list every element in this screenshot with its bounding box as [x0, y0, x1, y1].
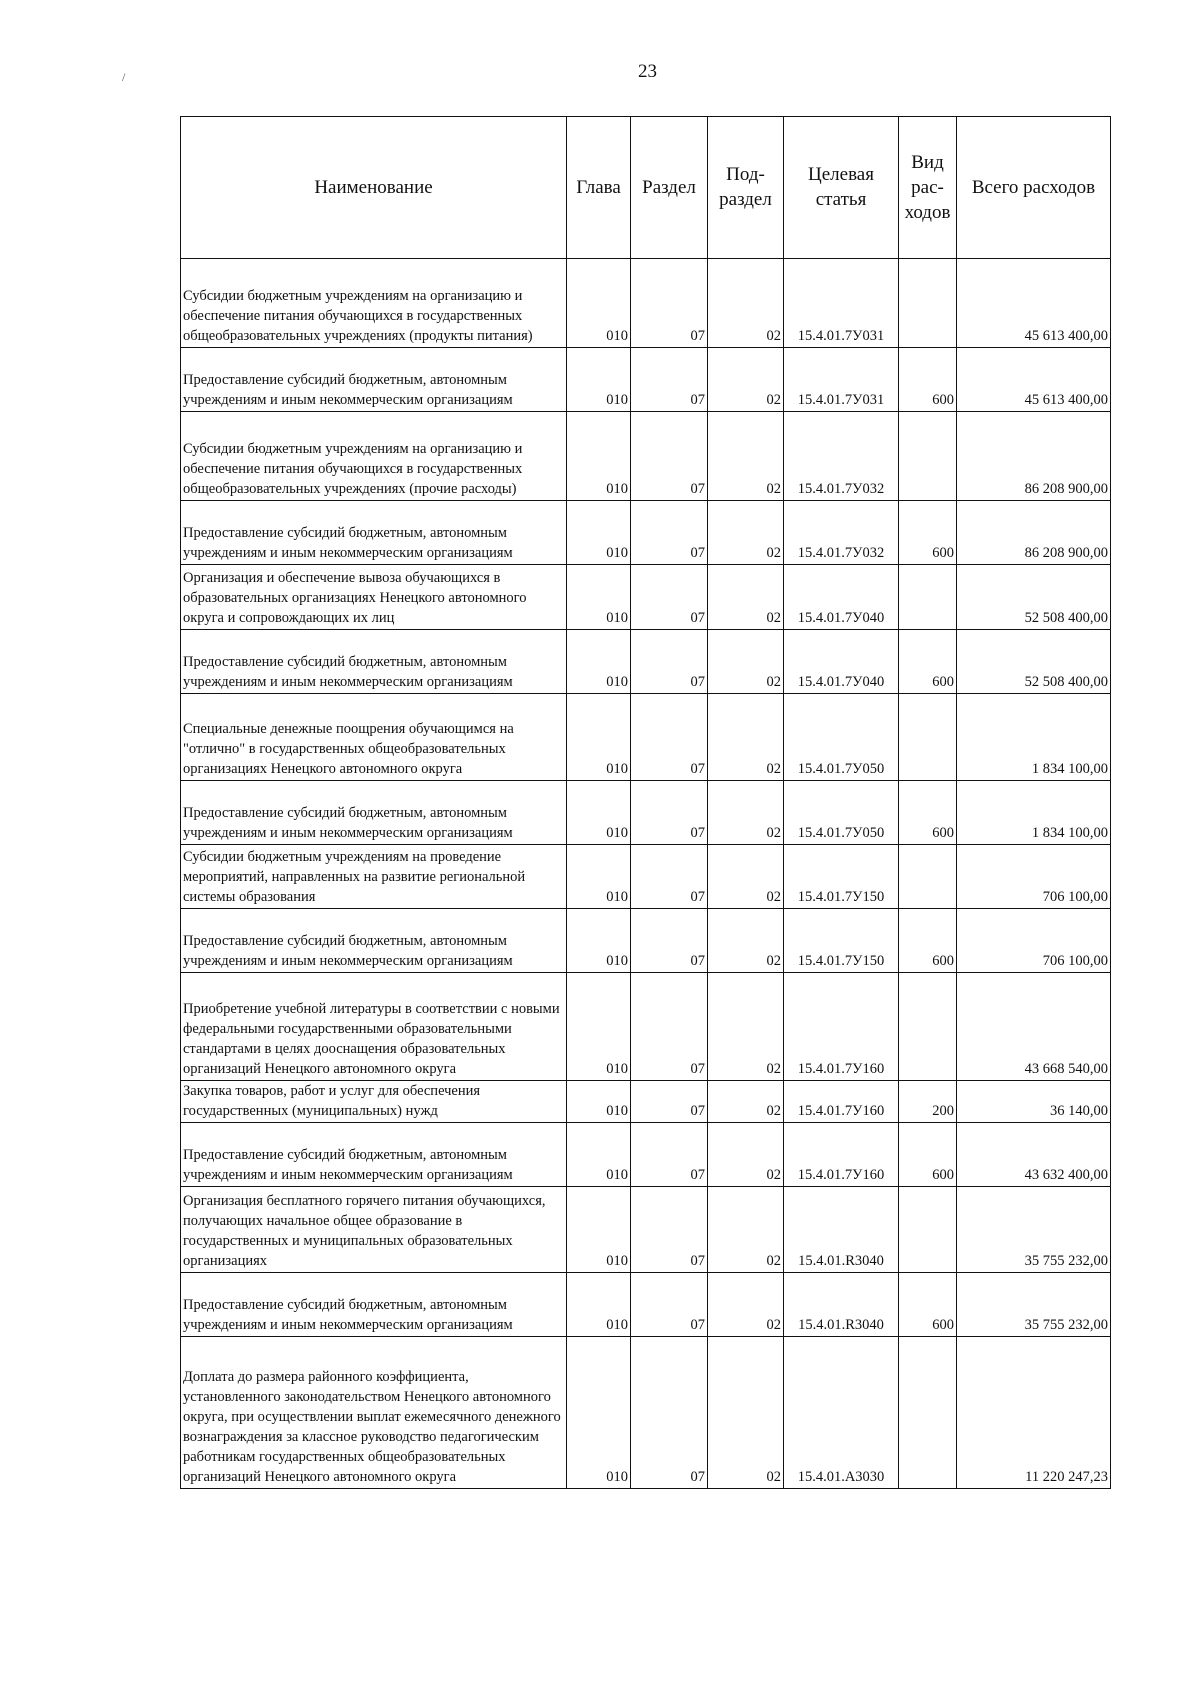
cell-section: 07 [631, 909, 708, 973]
cell-name: Субсидии бюджетным учреждениям на организацию и обеспечение питания обучающихся в государственных общеобразовательных учреждениях (прочие расходы) [181, 412, 567, 501]
cell-type [899, 973, 957, 1081]
cell-total: 11 220 247,23 [957, 1337, 1111, 1489]
cell-name: Предоставление субсидий бюджетным, автономным учреждениям и иным некоммерческим организациям [181, 630, 567, 694]
cell-total: 45 613 400,00 [957, 259, 1111, 348]
column-header-target: Целевая статья [784, 117, 899, 259]
cell-section: 07 [631, 973, 708, 1081]
cell-target: 15.4.01.7У160 [784, 1081, 899, 1123]
cell-target: 15.4.01.7У031 [784, 259, 899, 348]
cell-type [899, 1187, 957, 1273]
cell-total: 52 508 400,00 [957, 630, 1111, 694]
cell-section: 07 [631, 348, 708, 412]
cell-target: 15.4.01.R3040 [784, 1273, 899, 1337]
cell-section: 07 [631, 259, 708, 348]
column-header-subsection: Под- раздел [708, 117, 784, 259]
cell-subsection: 02 [708, 412, 784, 501]
table-row [181, 973, 1111, 1081]
cell-subsection: 02 [708, 1273, 784, 1337]
cell-type [899, 845, 957, 909]
cell-name: Предоставление субсидий бюджетным, автономным учреждениям и иным некоммерческим организациям [181, 781, 567, 845]
cell-type [899, 565, 957, 630]
cell-chapter: 010 [567, 1187, 631, 1273]
cell-section: 07 [631, 1123, 708, 1187]
cell-subsection: 02 [708, 630, 784, 694]
cell-subsection: 02 [708, 501, 784, 565]
column-header-total: Всего расходов [957, 117, 1111, 259]
cell-type: 600 [899, 630, 957, 694]
cell-name: Предоставление субсидий бюджетным, автономным учреждениям и иным некоммерческим организациям [181, 1273, 567, 1337]
table-row [181, 845, 1111, 909]
cell-type: 600 [899, 781, 957, 845]
cell-chapter: 010 [567, 909, 631, 973]
cell-target: 15.4.01.7У050 [784, 781, 899, 845]
cell-total: 52 508 400,00 [957, 565, 1111, 630]
cell-type: 600 [899, 1123, 957, 1187]
table-row [181, 630, 1111, 694]
cell-type [899, 694, 957, 781]
cell-type: 600 [899, 909, 957, 973]
cell-section: 07 [631, 1337, 708, 1489]
cell-target: 15.4.01.7У032 [784, 501, 899, 565]
cell-target: 15.4.01.7У160 [784, 973, 899, 1081]
cell-name: Предоставление субсидий бюджетным, автономным учреждениям и иным некоммерческим организациям [181, 909, 567, 973]
table-row [181, 501, 1111, 565]
cell-section: 07 [631, 501, 708, 565]
cell-total: 43 668 540,00 [957, 973, 1111, 1081]
cell-section: 07 [631, 1081, 708, 1123]
cell-name: Предоставление субсидий бюджетным, автономным учреждениям и иным некоммерческим организациям [181, 1123, 567, 1187]
cell-section: 07 [631, 694, 708, 781]
cell-name: Предоставление субсидий бюджетным, автономным учреждениям и иным некоммерческим организациям [181, 348, 567, 412]
cell-target: 15.4.01.7У150 [784, 845, 899, 909]
cell-type: 600 [899, 348, 957, 412]
table-row [181, 781, 1111, 845]
cell-total: 86 208 900,00 [957, 412, 1111, 501]
cell-subsection: 02 [708, 1081, 784, 1123]
cell-name: Организация бесплатного горячего питания обучающихся, получающих начальное общее образование в государственных и муниципальных образовательных организациях [181, 1187, 567, 1273]
cell-section: 07 [631, 1273, 708, 1337]
cell-total: 706 100,00 [957, 845, 1111, 909]
cell-subsection: 02 [708, 909, 784, 973]
cell-subsection: 02 [708, 845, 784, 909]
table-row [181, 1081, 1111, 1123]
cell-type [899, 259, 957, 348]
cell-subsection: 02 [708, 781, 784, 845]
cell-type [899, 412, 957, 501]
cell-chapter: 010 [567, 1081, 631, 1123]
table-header-row [181, 117, 1111, 259]
cell-subsection: 02 [708, 565, 784, 630]
cell-total: 43 632 400,00 [957, 1123, 1111, 1187]
cell-name: Организация и обеспечение вывоза обучающихся в образовательных организациях Ненецкого автономного округа и сопровождающих их лиц [181, 565, 567, 630]
column-header-type: Вид рас- ходов [899, 117, 957, 259]
table-row [181, 1337, 1111, 1489]
cell-subsection: 02 [708, 1187, 784, 1273]
cell-name: Субсидии бюджетным учреждениям на проведение мероприятий, направленных на развитие региональной системы образования [181, 845, 567, 909]
cell-subsection: 02 [708, 1337, 784, 1489]
cell-subsection: 02 [708, 973, 784, 1081]
cell-chapter: 010 [567, 630, 631, 694]
cell-section: 07 [631, 781, 708, 845]
cell-chapter: 010 [567, 259, 631, 348]
cell-section: 07 [631, 845, 708, 909]
cell-section: 07 [631, 630, 708, 694]
cell-section: 07 [631, 1187, 708, 1273]
cell-subsection: 02 [708, 1123, 784, 1187]
cell-type: 600 [899, 501, 957, 565]
cell-target: 15.4.01.7У150 [784, 909, 899, 973]
table-row [181, 909, 1111, 973]
cell-target: 15.4.01.7У031 [784, 348, 899, 412]
cell-chapter: 010 [567, 1337, 631, 1489]
table-row [181, 412, 1111, 501]
cell-target: 15.4.01.А3030 [784, 1337, 899, 1489]
table-row [181, 259, 1111, 348]
table-row [181, 565, 1111, 630]
page-number: 23 [638, 61, 657, 82]
cell-subsection: 02 [708, 259, 784, 348]
cell-name: Доплата до размера районного коэффициента, установленного законодательством Ненецкого автономного округа, при осуществлении выплат ежемесячного денежного вознаграждения за классное руководство педагогическим работникам государственных общеобразовательных организаций Ненецкого автономного округа [181, 1337, 567, 1489]
cell-type [899, 1337, 957, 1489]
budget-table [180, 116, 1111, 1489]
cell-name: Субсидии бюджетным учреждениям на организацию и обеспечение питания обучающихся в государственных общеобразовательных учреждениях (продукты питания) [181, 259, 567, 348]
cell-name: Предоставление субсидий бюджетным, автономным учреждениям и иным некоммерческим организациям [181, 501, 567, 565]
cell-section: 07 [631, 412, 708, 501]
cell-total: 36 140,00 [957, 1081, 1111, 1123]
table-row [181, 1187, 1111, 1273]
cell-total: 45 613 400,00 [957, 348, 1111, 412]
cell-section: 07 [631, 565, 708, 630]
cell-total: 706 100,00 [957, 909, 1111, 973]
table-row [181, 694, 1111, 781]
cell-name: Специальные денежные поощрения обучающимся на "отлично" в государственных общеобразовательных организациях Ненецкого автономного округа [181, 694, 567, 781]
cell-chapter: 010 [567, 412, 631, 501]
cell-chapter: 010 [567, 1123, 631, 1187]
table-row [181, 1123, 1111, 1187]
cell-target: 15.4.01.7У160 [784, 1123, 899, 1187]
cell-total: 1 834 100,00 [957, 694, 1111, 781]
cell-target: 15.4.01.7У050 [784, 694, 899, 781]
cell-chapter: 010 [567, 1273, 631, 1337]
cell-total: 35 755 232,00 [957, 1273, 1111, 1337]
cell-type: 600 [899, 1273, 957, 1337]
cell-chapter: 010 [567, 694, 631, 781]
column-header-section: Раздел [631, 117, 708, 259]
cell-chapter: 010 [567, 781, 631, 845]
cell-subsection: 02 [708, 348, 784, 412]
cell-total: 35 755 232,00 [957, 1187, 1111, 1273]
scan-tick-mark: / [122, 70, 126, 84]
table-body [181, 259, 1111, 1489]
cell-chapter: 010 [567, 348, 631, 412]
cell-chapter: 010 [567, 845, 631, 909]
cell-target: 15.4.01.7У032 [784, 412, 899, 501]
column-header-chapter: Глава [567, 117, 631, 259]
cell-subsection: 02 [708, 694, 784, 781]
table-row [181, 1273, 1111, 1337]
column-header-name: Наименование [181, 117, 567, 259]
cell-target: 15.4.01.R3040 [784, 1187, 899, 1273]
cell-chapter: 010 [567, 973, 631, 1081]
cell-type: 200 [899, 1081, 957, 1123]
cell-chapter: 010 [567, 501, 631, 565]
cell-name: Приобретение учебной литературы в соответствии с новыми федеральными государственными образовательными стандартами в целях дооснащения образовательных организаций Ненецкого автономного округа [181, 973, 567, 1081]
table-row [181, 348, 1111, 412]
cell-total: 1 834 100,00 [957, 781, 1111, 845]
cell-target: 15.4.01.7У040 [784, 565, 899, 630]
cell-name: Закупка товаров, работ и услуг для обеспечения государственных (муниципальных) нужд [181, 1081, 567, 1123]
cell-chapter: 010 [567, 565, 631, 630]
cell-total: 86 208 900,00 [957, 501, 1111, 565]
cell-target: 15.4.01.7У040 [784, 630, 899, 694]
